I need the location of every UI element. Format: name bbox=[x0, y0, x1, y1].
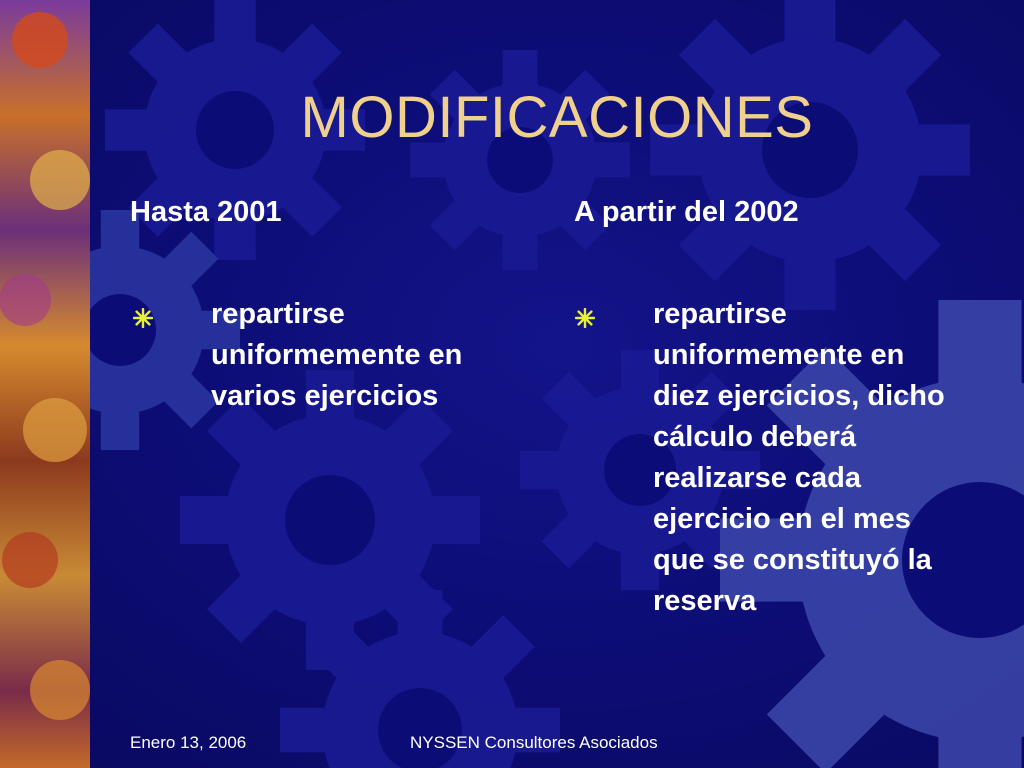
left-column-heading: Hasta 2001 bbox=[130, 196, 282, 228]
bullet-line: repartirse bbox=[211, 298, 345, 330]
bullet-line: varios ejercicios bbox=[211, 380, 439, 412]
footer-date: Enero 13, 2006 bbox=[130, 733, 247, 752]
left-bullet-text bbox=[211, 294, 462, 417]
bullet-line: diez ejercicios, dicho bbox=[653, 380, 945, 412]
slide-title: MODIFICACIONES bbox=[300, 85, 814, 150]
bullet-line: que se constituyó la bbox=[653, 544, 932, 576]
starburst-bullet-icon bbox=[133, 308, 153, 328]
bullet-line: uniformemente en bbox=[211, 339, 463, 371]
bullet-line: ejercicio en el mes bbox=[653, 503, 911, 535]
right-bullet-text bbox=[653, 294, 945, 622]
bullet-line: uniformemente en bbox=[653, 339, 905, 371]
decorative-side-strip bbox=[0, 0, 90, 768]
footer-company: NYSSEN Consultores Asociados bbox=[410, 733, 658, 752]
bullet-line: realizarse cada bbox=[653, 462, 861, 494]
right-column-heading: A partir del 2002 bbox=[574, 196, 799, 228]
bullet-line: reserva bbox=[653, 585, 757, 617]
bullet-line: repartirse bbox=[653, 298, 787, 330]
starburst-bullet-icon bbox=[575, 308, 595, 328]
bullet-line: cálculo deberá bbox=[653, 421, 857, 453]
